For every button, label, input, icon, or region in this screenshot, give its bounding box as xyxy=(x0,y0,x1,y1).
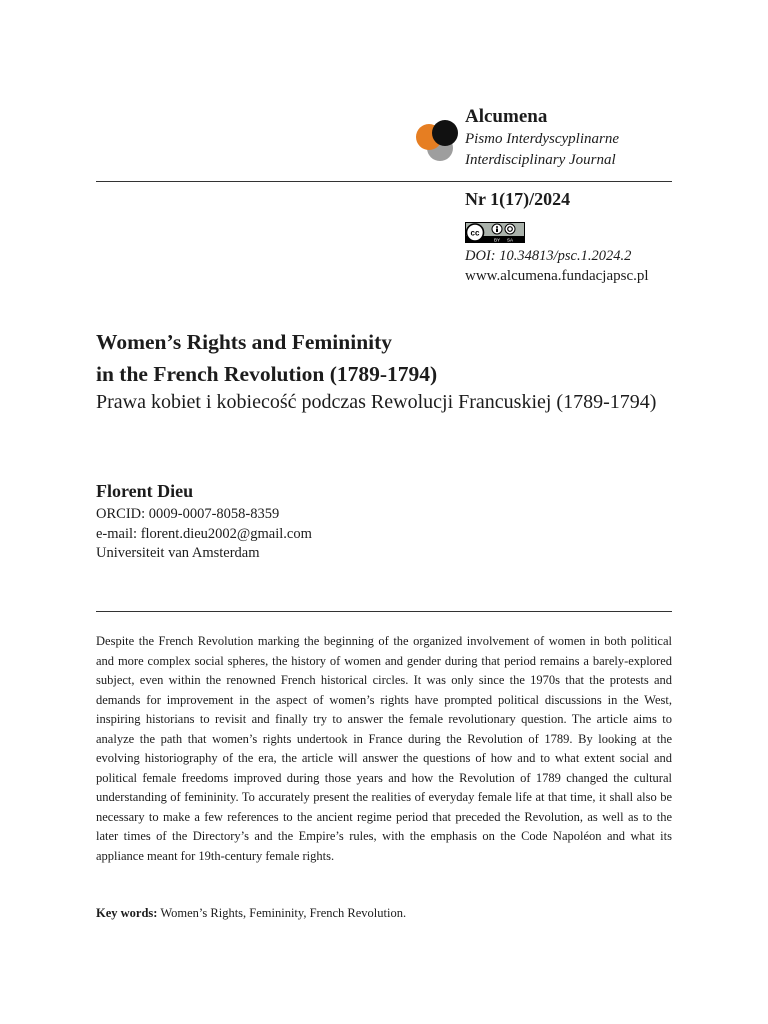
article-title-line-2: in the French Revolution (1789-1794) xyxy=(96,362,438,386)
abstract-text: Despite the French Revolution marking the beginning of the organized involvement of women in both political and more complex social spheres, the history of women and gender during that period remains a barely-explored subject, even within the renowned French historical circles. It was only since the 1970s that the protests and demands for improvement in the aspect of women’s rights have prompted political discussions in the West, inspiring historians to revisit and finally try to answer the female revolutionary question. The article aims to analyze the path that women’s rights undertook in France during the Revolution of 1789. By looking at the evolving historiography of the era, the article will answer the questions of how and to what extent social and political female freedoms improved during those years and how the Revolution of 1789 changed the cultural understanding of femininity. To accurately present the realities of everyday female life at that time, it shall also be necessary to make a few references to the ancient regime period that preceded the Revolution, as well as to the later times of the Directory’s and the Empire’s rules, with the emphasis on the Code Napoléon and what its appliance meant for 19th-century female rights. xyxy=(96,634,672,863)
sa-label: SA xyxy=(506,237,514,243)
journal-subtitle-pl: Pismo Interdyscyplinarne xyxy=(465,131,619,147)
header-divider xyxy=(96,181,672,182)
alcumena-logo-icon xyxy=(414,118,462,162)
journal-header xyxy=(465,105,619,171)
article-title xyxy=(96,326,437,390)
website-link[interactable]: www.alcumena.fundacjapsc.pl xyxy=(465,268,649,284)
journal-subtitle-en: Interdisciplinary Journal xyxy=(465,152,616,168)
author-meta xyxy=(96,505,312,564)
author-affiliation: Universiteit van Amsterdam xyxy=(96,545,260,561)
author-email[interactable]: e-mail: florent.dieu2002@gmail.com xyxy=(96,525,312,542)
abstract-divider xyxy=(96,611,672,612)
by-label: BY xyxy=(493,237,501,243)
article-subtitle: Prawa kobiet i kobiecość podczas Rewolucji Francuskiej (1789-1794) xyxy=(96,391,657,413)
author-name: Florent Dieu xyxy=(96,481,194,501)
author-orcid[interactable]: ORCID: 0009-0007-8058-8359 xyxy=(96,506,280,522)
cc-by-sa-license-icon[interactable] xyxy=(465,222,525,243)
keywords-label: Key words: xyxy=(96,906,158,920)
keywords xyxy=(96,906,406,921)
doi-link[interactable]: DOI: 10.34813/psc.1.2024.2 xyxy=(465,248,632,264)
journal-name: Alcumena xyxy=(465,106,548,127)
cc-label: cc xyxy=(470,228,480,238)
keywords-value: Women’s Rights, Femininity, French Revolution. xyxy=(160,906,407,920)
article-title-line-1: Women’s Rights and Femininity xyxy=(96,330,393,354)
issue-number: Nr 1(17)/2024 xyxy=(465,189,571,209)
